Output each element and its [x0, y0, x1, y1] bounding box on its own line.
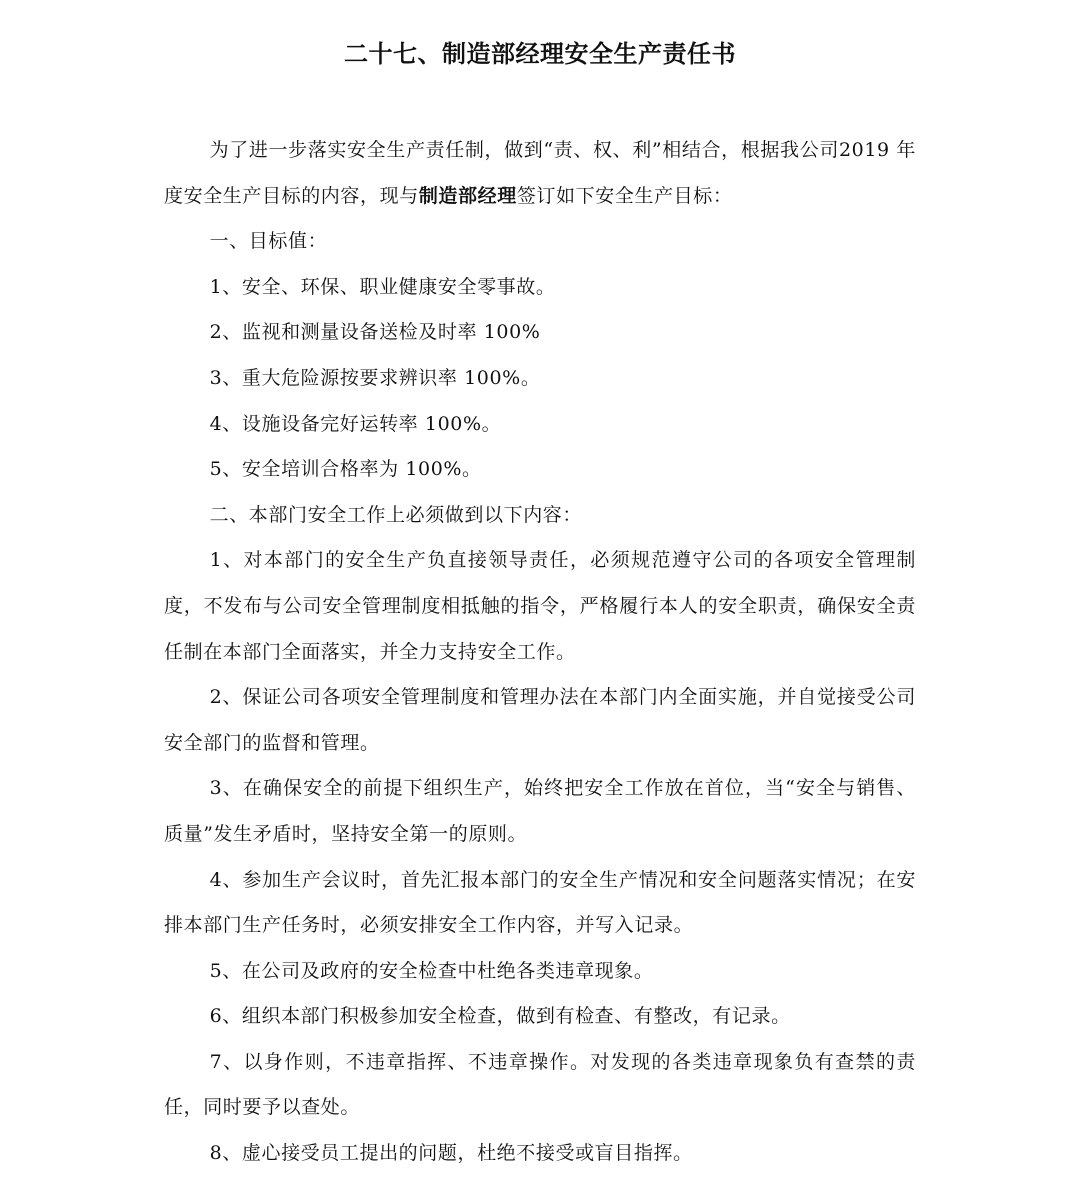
section2-item-1: 1、对本部门的安全生产负直接领导责任，必须规范遵守公司的各项安全管理制度，不发布与公司安全管理制度相抵触的指令，严格履行本人的安全职责，确保安全责任制在本部门全面落实，并全力支持安全工作。 [164, 549, 916, 663]
section2-item-6: 6、组织本部门积极参加安全检查，做到有检查、有整改，有记录。 [209, 1005, 791, 1028]
section2-item-8: 8、虚心接受员工提出的问题，杜绝不接受或盲目指挥。 [209, 1142, 693, 1165]
section2-item-7: 7、以身作则，不违章指挥、不违章操作。对发现的各类违章现象负有查禁的责任，同时要予以查处。 [164, 1050, 916, 1119]
intro-paragraph [164, 128, 916, 219]
document-title: 二十七、制造部经理安全生产责任书 [344, 40, 736, 68]
section2-item-5: 5、在公司及政府的安全检查中杜绝各类违章现象。 [209, 959, 654, 982]
section1-item-3: 3、重大危险源按要求辨识率 100%。 [209, 366, 541, 389]
section1-item-1: 1、安全、环保、职业健康安全零事故。 [209, 275, 556, 298]
section2-heading: 二、本部门安全工作上必须做到以下内容： [209, 503, 582, 526]
section2-item-4: 4、参加生产会议时，首先汇报本部门的安全生产情况和安全问题落实情况；在安排本部门生产任务时，必须安排安全工作内容，并写入记录。 [164, 868, 916, 937]
intro-text-part1: 为了进一步落实安全生产责任制，做到“责、权、利”相结合，根据我公司2019 年度安全生产目标的内容，现与 [164, 139, 916, 207]
intro-text-part2: 签订如下安全生产目标： [516, 184, 733, 207]
section2-item-2: 2、保证公司各项安全管理制度和管理办法在本部门内全面实施，并自觉接受公司安全部门的监督和管理。 [164, 686, 916, 754]
section1-item-2: 2、监视和测量设备送检及时率 100% [209, 321, 541, 344]
document-body [164, 128, 916, 1177]
section1-item-5: 5、安全培训合格率为 100%。 [209, 458, 482, 481]
section1-item-4: 4、设施设备完好运转率 100%。 [209, 412, 502, 435]
section2-item-3: 3、在确保安全的前提下组织生产，始终把安全工作放在首位，当“安全与销售、质量”发生矛盾时，坚持安全第一的原则。 [164, 777, 916, 845]
section1-heading: 一、目标值： [209, 230, 328, 253]
intro-bold-role: 制造部经理 [418, 184, 517, 207]
